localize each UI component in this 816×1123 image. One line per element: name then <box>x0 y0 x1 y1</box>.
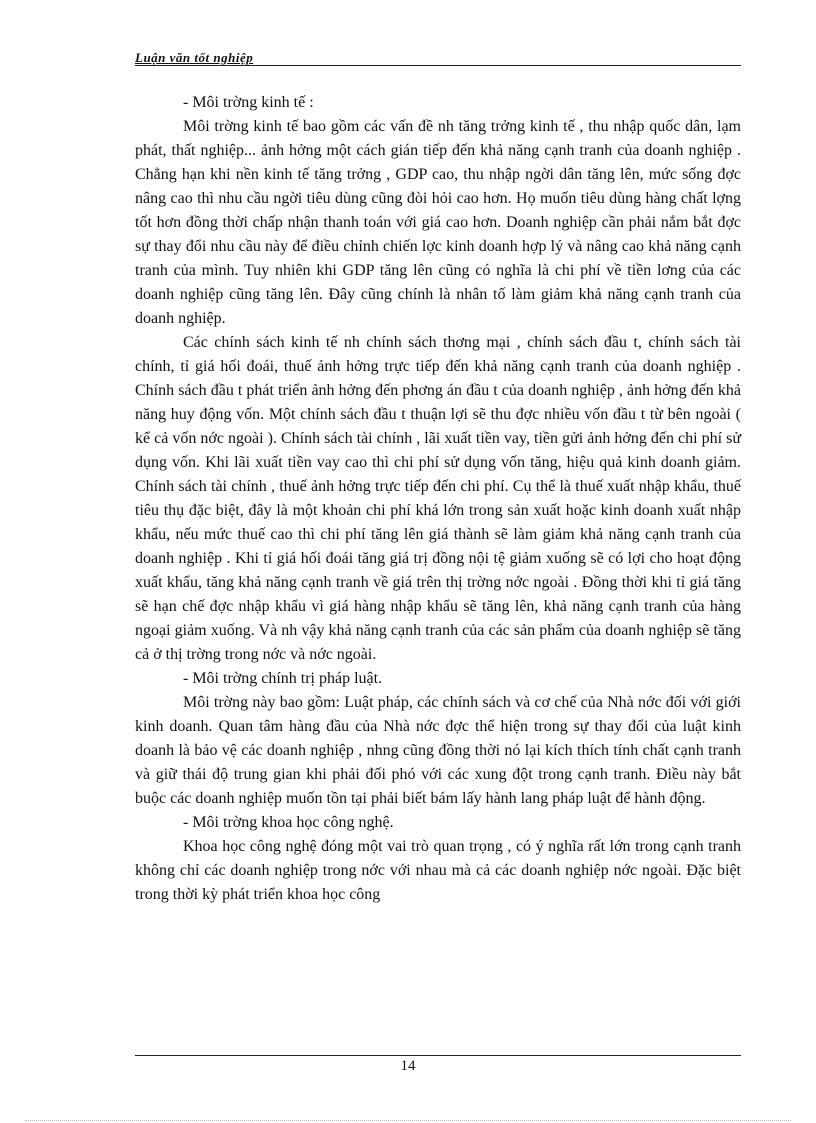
paragraph-science-technology: Khoa học công nghệ đóng một vai trò quan trọng , có ý nghĩa rất lớn trong cạnh tranh không chỉ các doanh nghiệp trong nớc với nhau mà cả các doanh nghiệp nớc ngoài. Đặc biệt trong thời kỳ phát triển khoa học công <box>135 838 741 903</box>
footer-rule <box>135 1055 741 1056</box>
page-number: 14 <box>400 1058 416 1074</box>
document-body <box>135 91 741 907</box>
page-bottom-border <box>25 1120 791 1121</box>
paragraph-economic-policies: Các chính sách kinh tế nh chính sách thơng mại , chính sách đầu t, chính sách tài chính, tỉ giá hối đoái, thuế ảnh hởng trực tiếp đến khả năng cạnh tranh của doanh nghiệp . Chính sách đầu t phát triển ảnh hởng đến phơng án đầu t của doanh nghiệp , ảnh hởng đến khả năng huy động vốn. Một chính sách đầu t thuận lợi sẽ thu đợc nhiều vốn đầu t từ bên ngoài ( kể cả vốn nớc ngoài ). Chính sách tài chính , lãi xuất tiền vay, tiền gửi ảnh hởng đến chi phí sử dụng vốn. Khi lãi xuất tiền vay cao thì chi phí sử dụng vốn tăng, hiệu quả kinh doanh giảm. Chính sách tài chính , thuế ảnh hởng trực tiếp đến chi phí. Cụ thể là thuế xuất nhập khẩu, thuế tiêu thụ đặc biệt, đây là một khoản chi phí khá lớn trong sản xuất hoặc kinh doanh xuất nhập khẩu, nếu mức thuế cao thì chi phí tăng lên giá thành sẽ làm giảm khả năng cạnh tranh của doanh nghiệp . Khi tỉ giá hối đoái tăng giá trị đồng nội tệ giảm xuống sẽ có lợi cho hoạt động xuất khẩu, tăng khả năng cạnh tranh về giá trên thị trờng nớc ngoài . Đồng thời khi tỉ giá tăng sẽ hạn chế đợc nhập khẩu vì giá hàng nhập khẩu sẽ tăng lên, khả năng cạnh tranh của hàng ngoại giảm xuống. Và nh vậy khả năng cạnh tranh của các sản phẩm của doanh nghiệp sẽ tăng cả ở thị trờng trong nớc và nớc ngoài. <box>135 334 741 663</box>
running-header-title: Luận văn tốt nghiệp <box>135 50 254 65</box>
paragraph-economic-environment: Môi trờng kinh tế bao gồm các vấn đề nh tăng trởng kinh tế , thu nhập quốc dân, lạm phát, thất nghiệp... ảnh hởng một cách gián tiếp đến khả năng cạnh tranh của doanh nghiệp . Chẳng hạn khi nền kinh tế tăng trởng , GDP cao, thu nhập ngời dân tăng lên, mức sống đợc nâng cao thì nhu cầu ngời tiêu dùng cũng đòi hỏi cao hơn. Họ muốn tiêu dùng hàng chất lợng tốt hơn đồng thời chấp nhận thanh toán với giá cao hơn. Doanh nghiệp cần phải nắm bắt đợc sự thay đổi nhu cầu này để điều chỉnh chiến lợc kinh doanh hợp lý và nâng cao khả năng cạnh tranh của mình. Tuy nhiên khi GDP tăng lên cũng có nghĩa là chi phí về tiền lơng của các doanh nghiệp cũng tăng lên. Đây cũng chính là nhân tố làm giảm khả năng cạnh tranh của doanh nghiệp. <box>135 118 741 327</box>
paragraph-political-legal-environment: Môi trờng này bao gồm: Luật pháp, các chính sách và cơ chế của Nhà nớc đối với giới kinh doanh. Quan tâm hàng đầu của Nhà nớc đợc thể hiện trong sự thay đổi của luật kinh doanh là bảo vệ các doanh nghiệp , nhng cũng đồng thời nó lại kích thích tính chất cạnh tranh và giữ thái độ trung gian khi phải đối phó với các xung đột trong cạnh tranh. Điều này bắt buộc các doanh nghiệp muốn tồn tại phải biết bám lấy hành lang pháp luật để hành động. <box>135 694 741 807</box>
header-rule <box>135 65 741 66</box>
heading-political-legal-environment: - Môi trờng chính trị pháp luật. <box>183 670 383 687</box>
heading-science-technology-environment: - Môi trờng khoa học công nghệ. <box>183 814 394 831</box>
heading-economic-environment: - Môi trờng kinh tế : <box>183 94 314 111</box>
